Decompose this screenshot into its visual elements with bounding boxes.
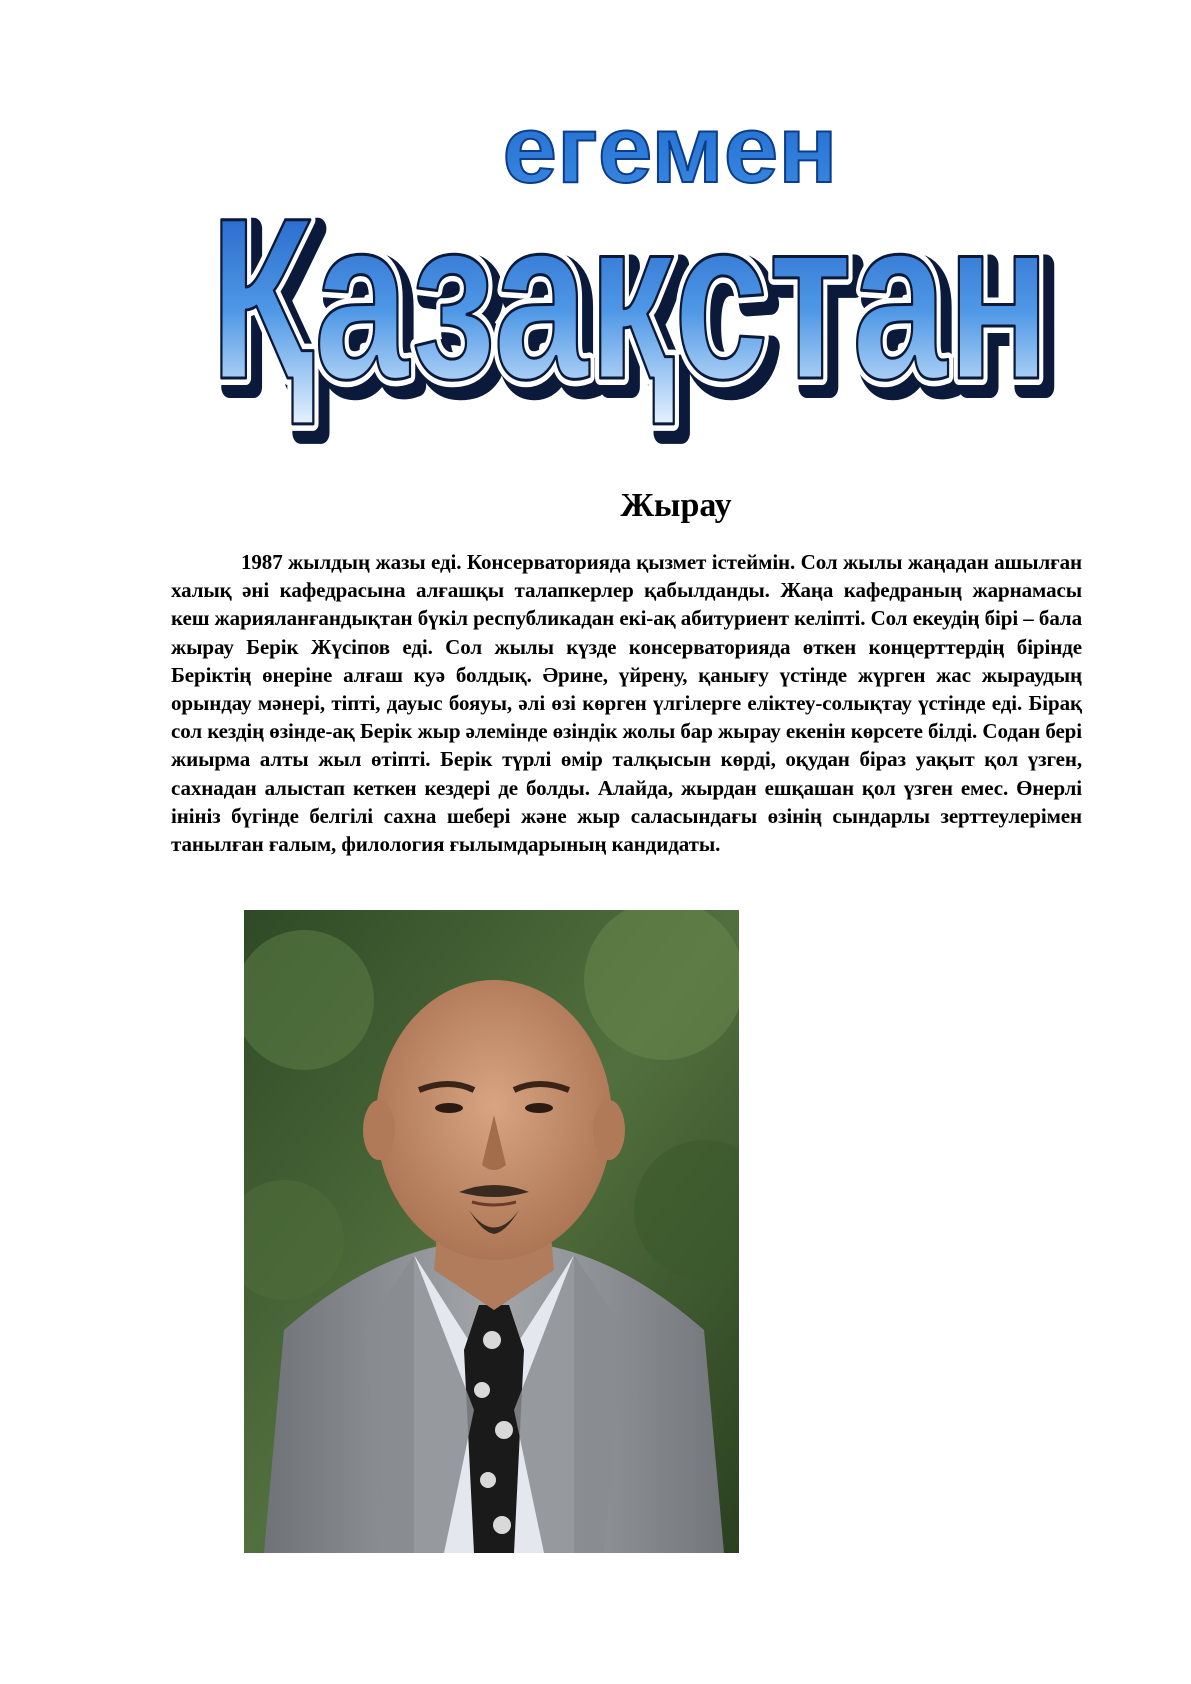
newspaper-masthead-logo <box>170 112 1090 472</box>
article-paragraph: 1987 жылдың жазы еді. Консерваторияда қызмет істеймін. Сол жылы жаңадан ашылған халық әні кафедрасына алғашқы талапкерлер қабылданды. Жаңа кафедраның жарнамасы кеш жарияланғандықтан бүкіл республикадан екі-ақ абитуриент келіпті. Сол екеудің бірі – бала жырау Берік Жүсіпов еді. Сол жылы күзде консерваторияда өткен концерттердің бірінде Беріктің өнеріне алғаш куә болдық. Әрине, үйрену, қанығу үстінде жүрген жас жыраудың орындау мәнері, тіпті, дауыс бояуы, әлі өзі көрген үлгілерге еліктеу-солықтау үстінде еді. Бірақ сол кездің өзінде-ақ Берік жыр әлемінде өзіндік жолы бар жырау екенін көрсете білді. Содан бері жиырма алты жыл өтіпті. Берік түрлі өмір талқысын көрді, оқудан біраз уақыт қол үзген, сахнадан алыстап кеткен кездері де болды. Алайда, жырдан ешқашан қол үзген емес. Өнерлі інініз бүгінде белгілі сахна шебері және жыр саласындағы өзінің сындарлы зерттеулерімен танылған ғалым, филология ғылымдарының кандидаты. <box>171 550 1082 857</box>
portrait-illustration <box>244 910 739 1553</box>
portrait-photo <box>244 910 739 1553</box>
article-title: Жырау <box>620 487 732 524</box>
masthead-main-word-outline: Қазақстан <box>210 170 1050 427</box>
masthead-logo-graphic <box>170 112 1090 472</box>
masthead-main-word: Қазақстан <box>210 170 1050 427</box>
masthead-main-word-shadow: Қазақстан <box>218 179 1058 436</box>
masthead-top-word: егемен <box>502 112 838 203</box>
